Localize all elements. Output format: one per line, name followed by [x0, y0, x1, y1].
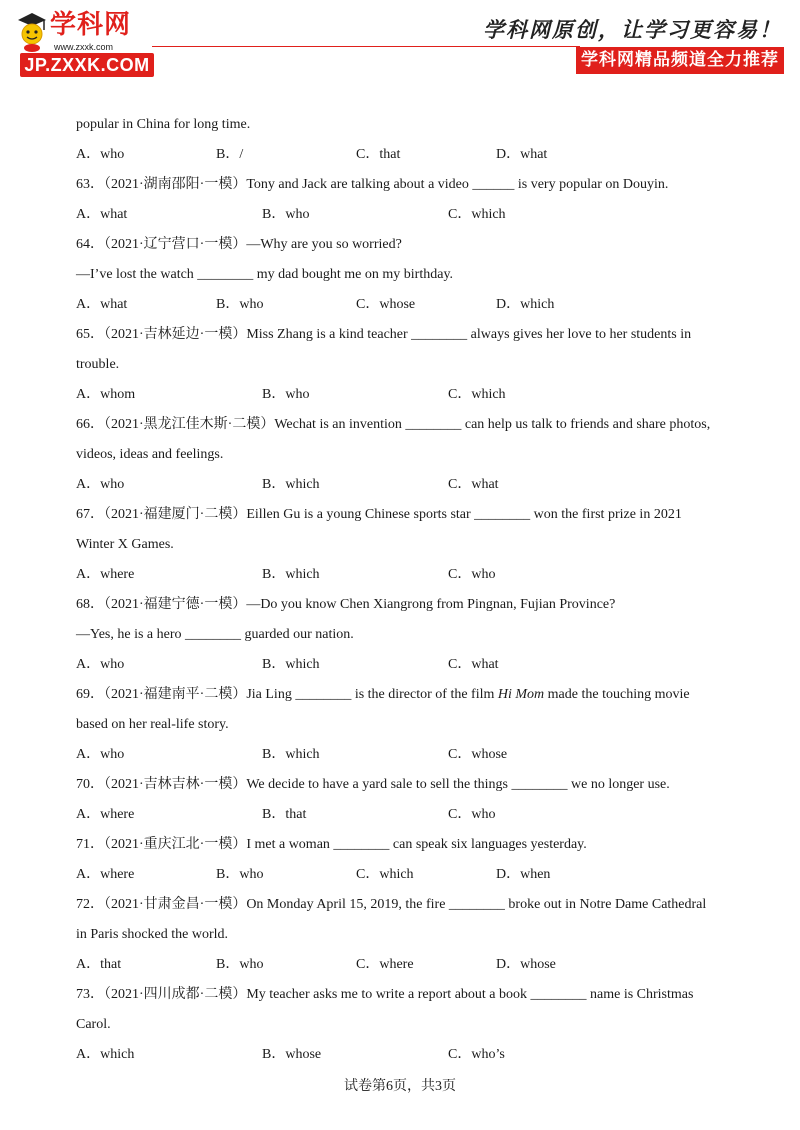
question-line: videos, ideas and feelings.	[76, 447, 224, 462]
question-line: 68．（2021·福建宁德·一模）—Do you know Chen Xiangrong from Pingnan, Fujian Province?	[76, 597, 616, 612]
answer-options	[76, 140, 736, 170]
answer-option: A．who	[76, 147, 125, 162]
answer-option: A．where	[76, 567, 135, 582]
question-line: Winter X Games.	[76, 537, 174, 552]
header-slogan: 学科网原创，让学习更容易！	[483, 17, 782, 42]
question-line: Carol.	[76, 1017, 111, 1032]
answer-option: A．whom	[76, 387, 136, 402]
answer-option: B．which	[262, 567, 320, 582]
question-line: 71．（2021·重庆江北·一模）I met a woman ________ can speak six languages yesterday.	[76, 837, 587, 852]
answer-options	[76, 380, 736, 410]
answer-option: A．where	[76, 807, 135, 822]
answer-option: B．which	[262, 657, 320, 672]
question-line: —Yes, he is a hero ________ guarded our nation.	[76, 627, 354, 642]
answer-options	[76, 200, 736, 230]
answer-option: B．whose	[262, 1047, 322, 1062]
question-line: 66．（2021·黑龙江佳木斯·二模）Wechat is an invention ________ can help us talk to friends and share photos,	[76, 417, 711, 432]
answer-options	[76, 740, 736, 770]
answer-option: C．whose	[356, 297, 416, 312]
answer-option: A．where	[76, 867, 135, 882]
question-line: 70．（2021·吉林吉林·一模）We decide to have a yard sale to sell the things ________ we no longer use.	[76, 777, 670, 792]
answer-option: C．whose	[448, 747, 508, 762]
answer-options	[76, 470, 736, 500]
answer-option: A．who	[76, 477, 125, 492]
question-line: in Paris shocked the world.	[76, 927, 229, 942]
answer-option: C．who	[448, 807, 496, 822]
answer-option: A．that	[76, 957, 122, 972]
answer-option: A．who	[76, 747, 125, 762]
answer-option: B．which	[262, 477, 320, 492]
header-rule	[152, 46, 580, 47]
question-list	[76, 110, 736, 1070]
page-footer: 试卷第6页，共3页	[344, 1079, 456, 1094]
answer-options	[76, 1040, 736, 1070]
question-line: popular in China for long time.	[76, 117, 251, 132]
answer-option: C．where	[356, 957, 414, 972]
answer-option: C．which	[356, 867, 414, 882]
logo-jp-badge: JP.ZXXK.COM	[20, 53, 154, 77]
question-line: 63．（2021·湖南邵阳·一模）Tony and Jack are talking about a video ______ is very popular on Douyin.	[76, 177, 669, 192]
answer-option: B．which	[262, 747, 320, 762]
answer-options	[76, 950, 736, 980]
answer-option: D．what	[496, 147, 548, 162]
page-header	[0, 0, 800, 90]
question-line: based on her real-life story.	[76, 717, 229, 732]
question-line: 67．（2021·福建厦门·二模）Eillen Gu is a young Chinese sports star ________ won the first prize in 2021	[76, 507, 682, 522]
header-banner: 学科网精品频道全力推荐	[576, 47, 784, 74]
question-line: trouble.	[76, 357, 120, 372]
answer-option: C．who’s	[448, 1047, 505, 1062]
zxxk-logo	[14, 10, 154, 78]
answer-option: D．which	[496, 297, 555, 312]
answer-option: C．what	[448, 477, 499, 492]
question-line: 65．（2021·吉林延边·一模）Miss Zhang is a kind teacher ________ always gives her love to her students in	[76, 327, 692, 342]
answer-option: C．that	[356, 147, 401, 162]
answer-options	[76, 650, 736, 680]
answer-options	[76, 860, 736, 890]
answer-option: C．what	[448, 657, 499, 672]
answer-option: A．which	[76, 1047, 135, 1062]
answer-option: D．whose	[496, 957, 556, 972]
answer-option: B．who	[262, 387, 310, 402]
answer-option: B．who	[216, 957, 264, 972]
answer-options	[76, 560, 736, 590]
answer-option: C．which	[448, 387, 506, 402]
answer-option: A．what	[76, 297, 128, 312]
answer-option: A．what	[76, 207, 128, 222]
answer-option: D．when	[496, 867, 551, 882]
answer-options	[76, 290, 736, 320]
answer-option: B．/	[216, 147, 244, 162]
logo-title: 学科网	[50, 10, 132, 40]
question-line: 69．（2021·福建南平·二模）Jia Ling ________ is the director of the film Hi Mom made the touching movie	[76, 687, 690, 702]
graduate-mascot-icon	[14, 10, 50, 54]
answer-option: C．which	[448, 207, 506, 222]
question-line: —I’ve lost the watch ________ my dad bought me on my birthday.	[76, 267, 454, 282]
question-line: 72．（2021·甘肃金昌·一模）On Monday April 15, 2019, the fire ________ broke out in Notre Dame Cathedral	[76, 897, 707, 912]
film-title: Hi Mom	[497, 687, 545, 702]
answer-option: A．who	[76, 657, 125, 672]
answer-option: B．that	[262, 807, 307, 822]
logo-url: www.zxxk.com	[54, 42, 114, 52]
question-line: 64．（2021·辽宁营口·一模）—Why are you so worried?	[76, 237, 402, 252]
answer-options	[76, 800, 736, 830]
answer-option: B．who	[216, 297, 264, 312]
question-line: 73．（2021·四川成都·二模）My teacher asks me to write a report about a book ________ name is Christmas	[76, 987, 694, 1002]
answer-option: B．who	[262, 207, 310, 222]
answer-option: B．who	[216, 867, 264, 882]
answer-option: C．who	[448, 567, 496, 582]
